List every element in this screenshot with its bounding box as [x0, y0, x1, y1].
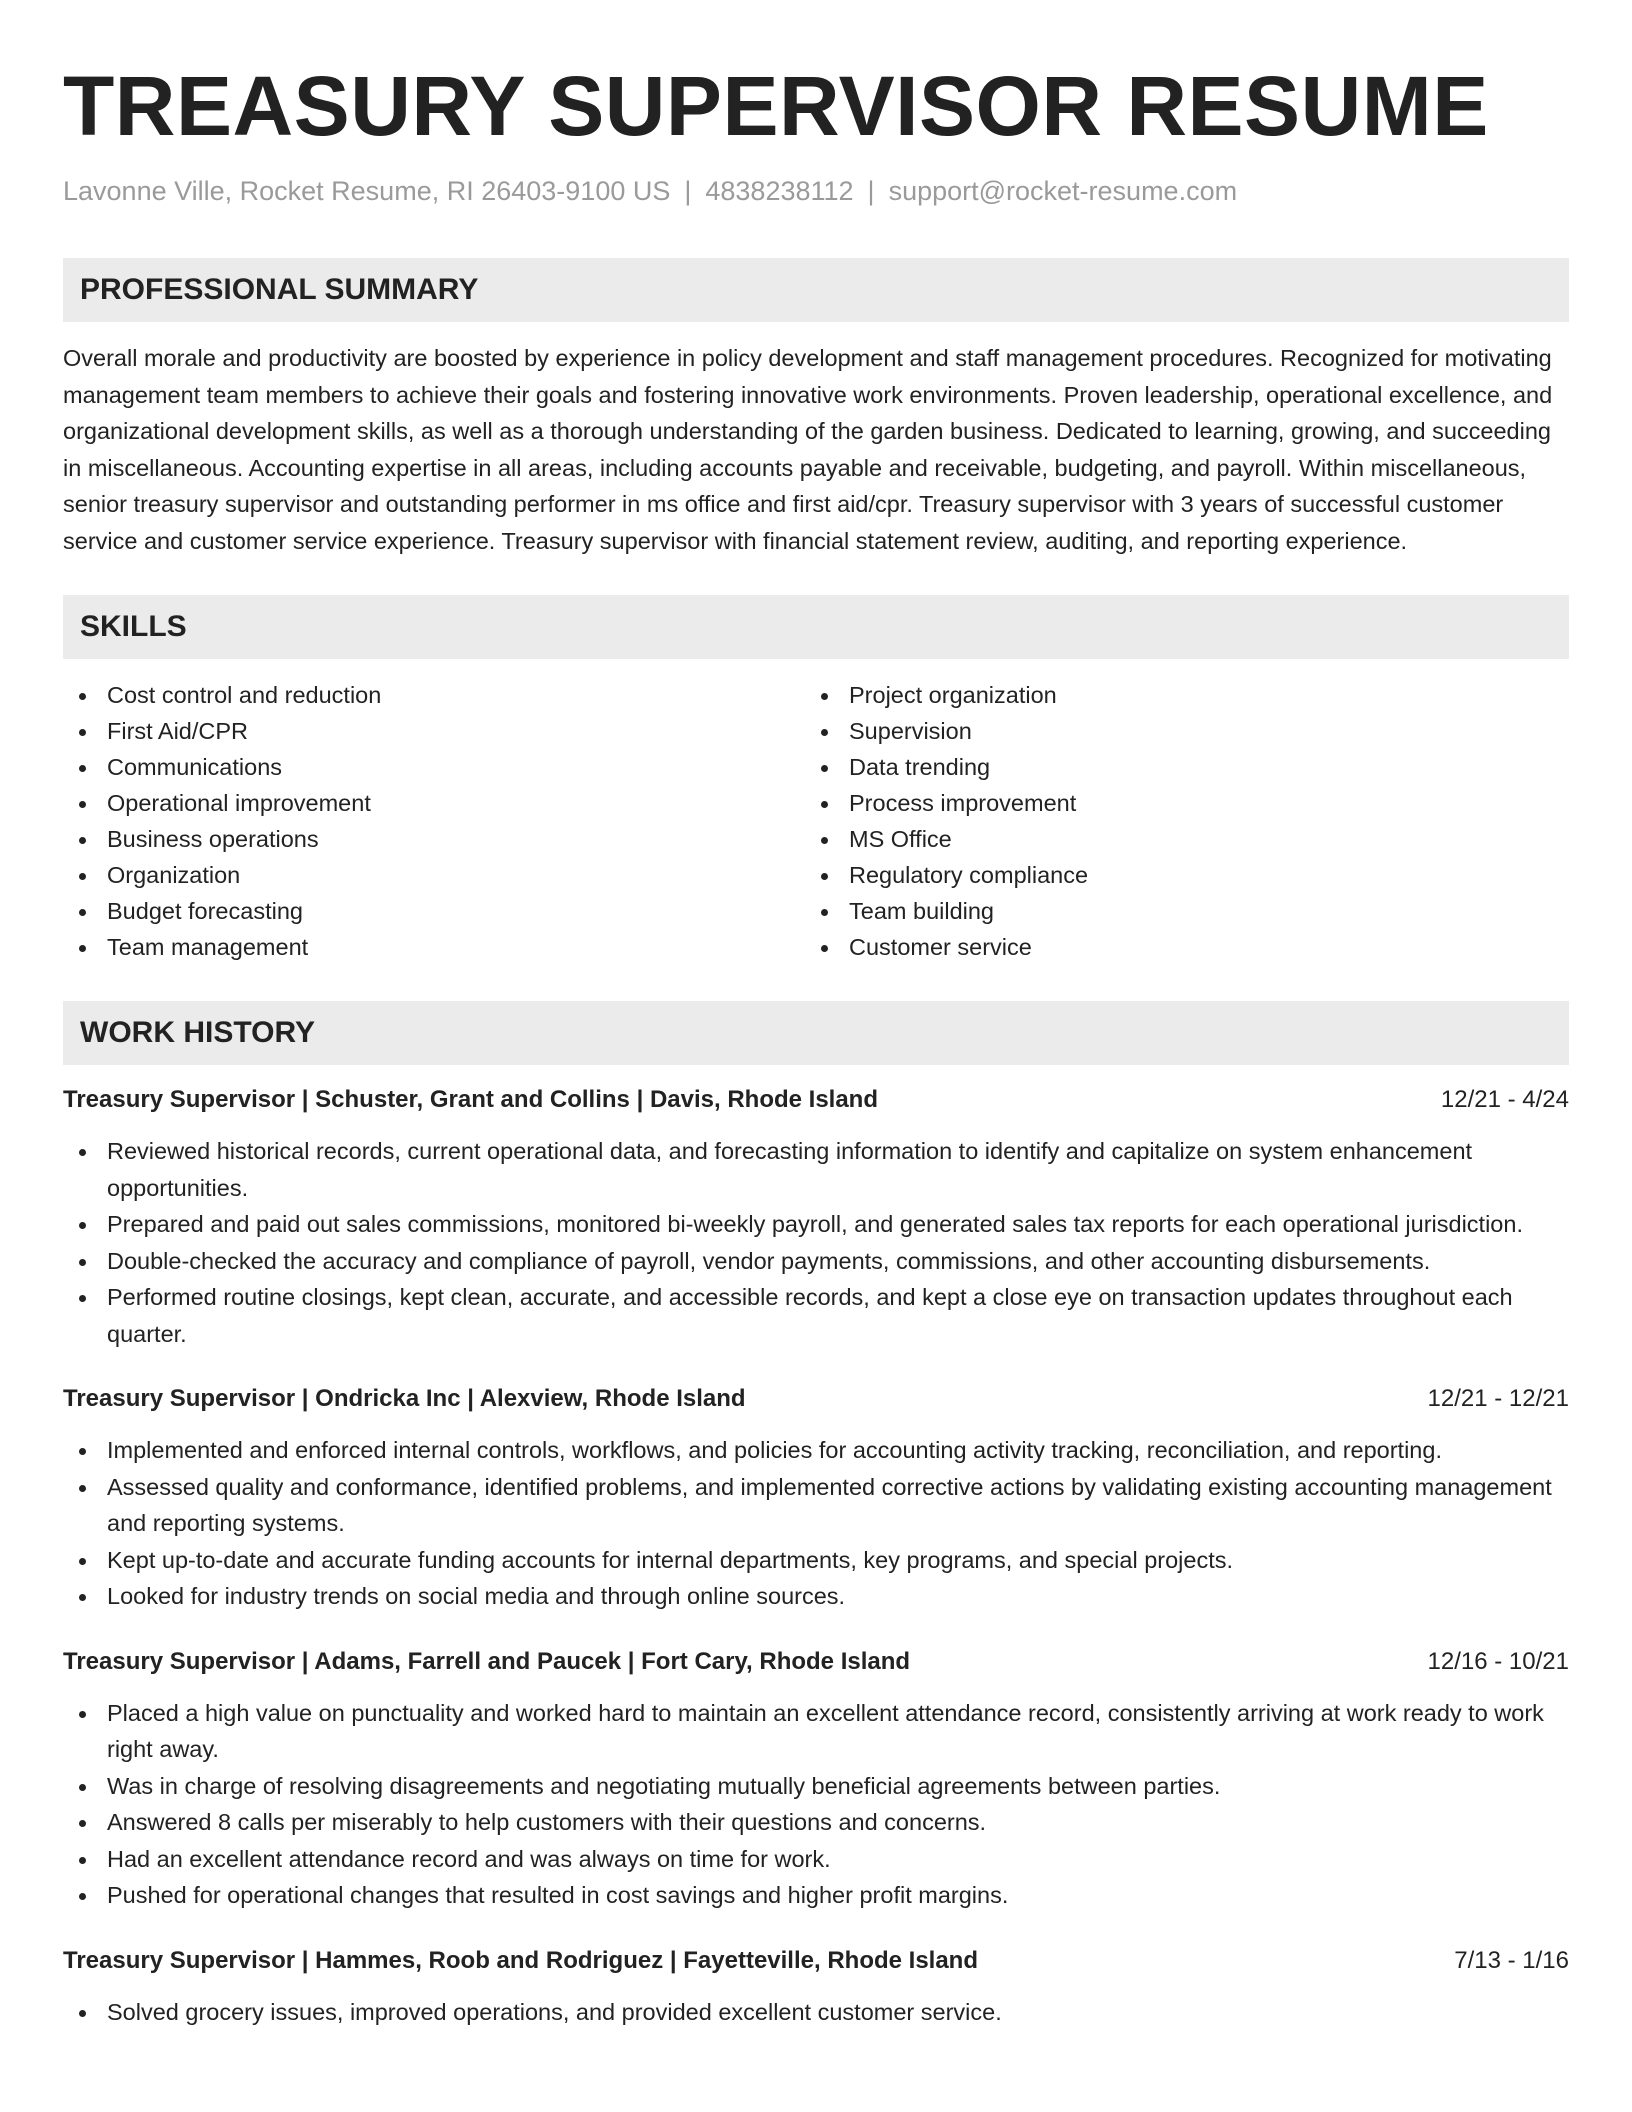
work-history-heading: WORK HISTORY [63, 1001, 1569, 1065]
job-bullet: Solved grocery issues, improved operations, and provided excellent customer service. [63, 1994, 1569, 2031]
contact-separator: | [684, 176, 692, 206]
contact-phone: 4838238112 [705, 176, 854, 206]
contact-line [63, 174, 1569, 208]
job-bullet: Was in charge of resolving disagreements and negotiating mutually beneficial agreements between parties. [63, 1768, 1569, 1805]
job-bullet: Assessed quality and conformance, identified problems, and implemented corrective actions by validating existing accounting management and reporting systems. [63, 1469, 1569, 1542]
job-bullet: Looked for industry trends on social media and through online sources. [63, 1578, 1569, 1615]
skills-list [63, 677, 1569, 965]
job-bullet: Reviewed historical records, current operational data, and forecasting information to identify and capitalize on system enhancement opportunities. [63, 1133, 1569, 1206]
job-entry [63, 1083, 1569, 1352]
job-header [63, 1382, 1569, 1416]
skill-item: Process improvement [805, 785, 1547, 821]
job-header [63, 1083, 1569, 1117]
job-dates: 12/21 - 12/21 [1427, 1385, 1569, 1412]
skill-item: First Aid/CPR [63, 713, 805, 749]
job-bullet: Had an excellent attendance record and was always on time for work. [63, 1841, 1569, 1878]
skill-item: Project organization [805, 677, 1547, 713]
skill-item: Communications [63, 749, 805, 785]
job-entry [63, 1944, 1569, 2031]
contact-address: Lavonne Ville, Rocket Resume, RI 26403-9100 US [63, 176, 671, 206]
job-entry [63, 1382, 1569, 1615]
job-bullet: Performed routine closings, kept clean, accurate, and accessible records, and kept a close eye on transaction updates throughout each quarter. [63, 1279, 1569, 1352]
job-bullet: Answered 8 calls per miserably to help customers with their questions and concerns. [63, 1804, 1569, 1841]
job-header [63, 1645, 1569, 1679]
job-bullets [63, 1994, 1569, 2031]
skills-heading: SKILLS [63, 595, 1569, 659]
skill-item: Regulatory compliance [805, 857, 1547, 893]
job-bullet: Implemented and enforced internal controls, workflows, and policies for accounting activity tracking, reconciliation, and reporting. [63, 1432, 1569, 1469]
skill-item: Operational improvement [63, 785, 805, 821]
job-bullet: Prepared and paid out sales commissions, monitored bi-weekly payroll, and generated sales tax reports for each operational jurisdiction. [63, 1206, 1569, 1243]
job-bullets [63, 1695, 1569, 1914]
job-title: Treasury Supervisor | Ondricka Inc | Alexview, Rhode Island [63, 1385, 746, 1412]
skill-item: Team building [805, 893, 1547, 929]
job-bullets [63, 1432, 1569, 1615]
job-dates: 12/21 - 4/24 [1440, 1086, 1569, 1113]
skills-column-left [63, 677, 805, 965]
job-dates: 7/13 - 1/16 [1454, 1946, 1569, 1974]
skill-item: Customer service [805, 929, 1547, 965]
skill-item: Organization [63, 857, 805, 893]
job-title: Treasury Supervisor | Schuster, Grant and Collins | Davis, Rhode Island [63, 1086, 879, 1113]
job-bullet: Pushed for operational changes that resulted in cost savings and higher profit margins. [63, 1877, 1569, 1914]
skill-item: Budget forecasting [63, 893, 805, 929]
job-header [63, 1944, 1569, 1978]
job-title: Treasury Supervisor | Adams, Farrell and Paucek | Fort Cary, Rhode Island [63, 1647, 911, 1675]
job-bullets [63, 1133, 1569, 1352]
skill-item: Cost control and reduction [63, 677, 805, 713]
professional-summary-text: Overall morale and productivity are boosted by experience in policy development and staff management procedures. Recognized for motivating management team members to achieve their goals and fostering innovative work environments. Proven leadership, operational excellence, and organizational development skills, as well as a thorough understanding of the garden business. Dedicated to learning, growing, and succeeding in miscellaneous. Accounting expertise in all areas, including accounts payable and receivable, budgeting, and payroll. Within miscellaneous, senior treasury supervisor and outstanding performer in ms office and first aid/cpr. Treasury supervisor with 3 years of successful customer service and customer service experience. Treasury supervisor with financial statement review, auditing, and reporting experience. [63, 345, 1553, 554]
job-bullet: Kept up-to-date and accurate funding accounts for internal departments, key programs, and special projects. [63, 1542, 1569, 1579]
contact-email: support@rocket-resume.com [888, 176, 1238, 206]
job-entry [63, 1645, 1569, 1914]
professional-summary-heading: PROFESSIONAL SUMMARY [63, 258, 1569, 322]
skills-column-right [805, 677, 1547, 965]
job-bullet: Placed a high value on punctuality and worked hard to maintain an excellent attendance record, consistently arriving at work ready to work right away. [63, 1695, 1569, 1768]
skill-item: Business operations [63, 821, 805, 857]
job-bullet: Double-checked the accuracy and compliance of payroll, vendor payments, commissions, and other accounting disbursements. [63, 1243, 1569, 1280]
contact-separator: | [867, 176, 875, 206]
skill-item: Supervision [805, 713, 1547, 749]
skill-item: Team management [63, 929, 805, 965]
skill-item: Data trending [805, 749, 1547, 785]
resume-title: TREASURY SUPERVISOR RESUME [63, 59, 1489, 153]
job-dates: 12/16 - 10/21 [1427, 1647, 1569, 1675]
skill-item: MS Office [805, 821, 1547, 857]
job-title: Treasury Supervisor | Hammes, Roob and Rodriguez | Fayetteville, Rhode Island [63, 1946, 978, 1974]
